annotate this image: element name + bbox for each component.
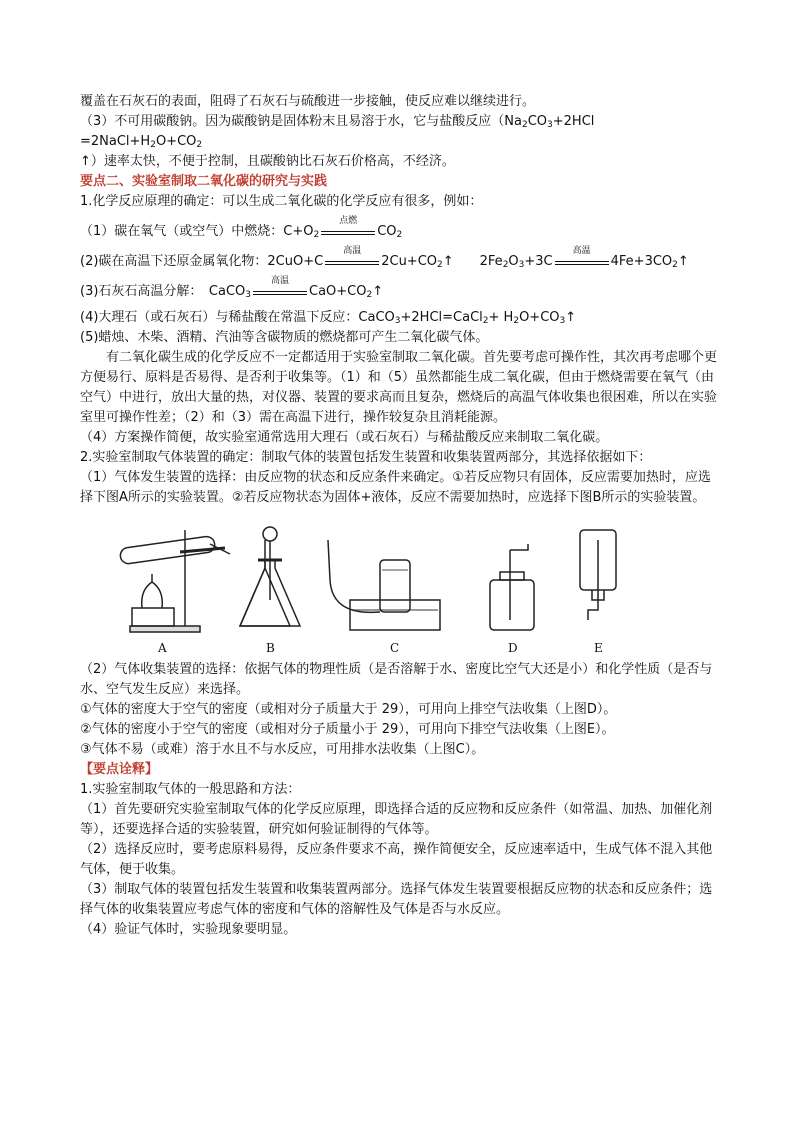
paragraph-collector: （2）气体收集装置的选择：依据气体的物理性质（是否溶解于水、密度比空气大还是小）和化学性质（是否与水、空气发生反应）来选择。 <box>80 662 713 697</box>
line-1: 覆盖在石灰石的表面，阻碍了石灰石与硫酸进一步接触，使反应难以继续进行。 <box>80 94 536 109</box>
paragraph-analysis: 有二氧化碳生成的化学反应不一定都适用于实验室制取二氧化碳。首先要考虑可操作性，其次再考虑哪个更方便易行、原料是否易得、是否利于收集等。（1）和（5）虽然都能生成二氧化碳，但由于燃烧需要在氧气（由空气）中进行，放出大量的热，对仪器、装置的要求高而且复杂，燃烧后的高温气体收集也很困难，所以在实验室里可操作性差；（2）和（3）需在高温下进行，操作较复杂且消耗能源。 <box>80 350 718 425</box>
reaction-2: (2)碳在高温下还原金属氧化物：2CuO+C 高温 $2Cu+CO_2↑$ $2Fe_2O_3+3C$ 高温 $4Fe+3CO_2↑$ <box>80 246 689 270</box>
method-2: （2）选择反应时，要考虑原料易得，反应条件要求不高，操作简便安全，反应速率适中，生成气体不混入其他气体，便于收集。 <box>80 842 713 877</box>
apparatus-figure <box>80 520 720 660</box>
reaction-arrow: 点燃 <box>321 225 375 235</box>
method-3: （3）制取气体的装置包括发生装置和收集装置两部分。选择气体发生装置要根据反应物的状态和反应条件；选择气体的收集装置应考虑气体的密度和气体的溶解性及气体是否与水反应。 <box>80 882 713 917</box>
key-points-heading: 【要点诠释】 <box>80 762 159 777</box>
rule-1: ①气体的密度大于空气的密度（或相对分子质量大于 29），可用向上排空气法收集（上图D）。 <box>80 702 617 717</box>
delivery-tube <box>328 540 380 612</box>
line-2: （3）不可用碳酸钠。因为碳酸钠是固体粉末且易溶于水，它与盐酸反应（$Na_2CO_3+2HCl$ $=2NaCl+H_2O+CO_2$ <box>80 114 608 150</box>
reaction-4: (4)大理石（或石灰石）与稀盐酸在常温下反应：CaCO$_3$+2HCl=CaCl$_2$+ $H_2O+CO_3↑$ <box>80 310 577 326</box>
funnel-bulb <box>263 527 277 541</box>
reaction-1: （1）碳在氧气（或空气）中燃烧：$C+O_2$ 点燃 $CO_2$ <box>80 216 403 240</box>
alcohol-lamp <box>142 582 163 608</box>
reaction-arrow: 高温 <box>253 285 307 295</box>
paragraph-principle: 1.化学反应原理的确定：可以生成二氧化碳的化学反应有很多，例如： <box>80 194 483 209</box>
reaction-5: (5)蜡烛、木柴、酒精、汽油等含碳物质的燃烧都可产生二氧化碳气体。 <box>80 330 489 345</box>
label-b: B <box>266 641 275 655</box>
reaction-arrow: 高温 <box>325 255 379 265</box>
lamp-block <box>132 608 174 626</box>
water-trough <box>350 600 440 630</box>
collection-bottle <box>380 560 410 612</box>
method-1: （1）首先要研究实验室制取气体的化学反应原理，即选择合适的反应物和反应条件（如常温、加热、加催化剂等），还要选择合适的实验装置，研究如何验证制得的气体等。 <box>80 802 713 837</box>
label-d: D <box>508 641 518 655</box>
document-page <box>80 92 720 940</box>
label-e: E <box>594 641 603 655</box>
section-heading: 要点二、实验室制取二氧化碳的研究与实践 <box>80 174 328 189</box>
paragraph-choice: （4）方案操作简便，故实验室通常选用大理石（或石灰石）与稀盐酸反应来制取二氧化碳。 <box>80 430 609 445</box>
line-3: ↑）速率太快，不便于控制，且碳酸钠比石灰石价格高，不经济。 <box>80 154 455 169</box>
paragraph-generator: （1）气体发生装置的选择：由反应物的状态和反应条件来确定。①若反应物只有固体，反应需要加热时，应选择下图A所示的实验装置。②若反应物状态为固体+液体，反应不需要加热时，应选择下图B所示的实验装置。 <box>80 470 711 505</box>
flask-b <box>240 540 290 626</box>
stand-base <box>130 626 200 632</box>
reaction-arrow: 高温 <box>555 255 609 265</box>
paragraph-method: 1.实验室制取气体的一般思路和方法： <box>80 782 301 797</box>
rule-3: ③气体不易（或难）溶于水且不与水反应，可用排水法收集（上图C）。 <box>80 742 485 757</box>
bottle-d <box>490 580 534 630</box>
method-4: （4）验证气体时，实验现象要明显。 <box>80 922 297 937</box>
label-a: A <box>158 641 167 655</box>
label-c: C <box>390 641 400 655</box>
apparatus-diagram <box>80 520 720 640</box>
reaction-3: (3)石灰石高温分解： CaCO$_3$ 高温 $CaO+CO_2↑$ <box>80 276 384 300</box>
rule-2: ②气体的密度小于空气的密度（或相对分子质量小于 29），可用向下排空气法收集（上图E）。 <box>80 722 615 737</box>
paragraph-apparatus: 2.实验室制取气体装置的确定：制取气体的装置包括发生装置和收集装置两部分，其选择依据如下： <box>80 450 652 465</box>
